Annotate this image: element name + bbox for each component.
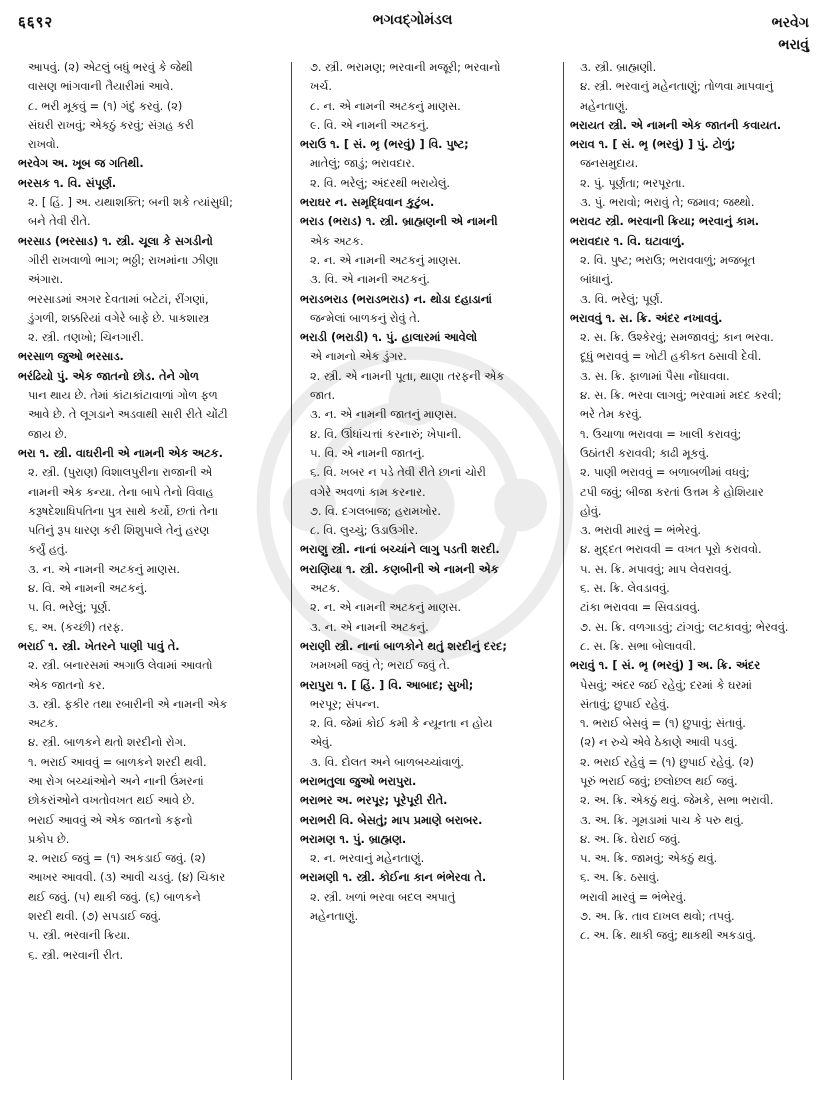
sense-line: ૭. સ્ત્રી. ભરામણ; ભરવાની મજૂરી; ભરવાનો <box>310 61 501 74</box>
sense-line: ૨. સ્ત્રી. ખળાં ભરવા બદલ અપાતું <box>310 890 456 904</box>
entry-headword-line: ભરાવદાર ૧. વિ. ઘટાવાળું. <box>570 234 685 248</box>
sense-line: ૮. અ. ક્રિ. થાકી જવું; થાકથી અકડાવું. <box>580 929 756 943</box>
entry-headword-line: ભરાણિયા ૧. સ્ત્રી. કણબીની એ નામની એક <box>300 562 499 576</box>
sense-line: ૩. સ્ત્રી. ફકીર તથા રબારીની એ નામની એક <box>28 697 228 711</box>
continuation-line: સંઘરી રાખવું; એકઠું કરવું; સંગ્રહ કરી <box>28 118 194 132</box>
sense-line: ૮. સ. ક્રિ. સભા બોલાવવી. <box>580 639 697 653</box>
sense-line: ૧. ભરાઈ બેસવું = (૧) છુપાવું; સંતાવું. <box>580 717 746 731</box>
continuation-line: થઈ જવું. (૫) થાકી જવું. (૬) બાળકને <box>28 890 201 904</box>
entry-headword-line: ભરાડભરાડ (ભરાડભરાડ) ન. થોડા દહાડાનાં <box>300 292 492 306</box>
continuation-line: આખર આવવી. (૩) આવી ચડવું. (૪) ચિકાર <box>28 871 226 885</box>
continuation-line: ભરે તેમ કરવું. <box>580 408 642 422</box>
continuation-line: અટક. <box>310 582 341 596</box>
entry-headword-line: ભરસક ૧. વિ. સંપૂર્ણ. <box>18 176 117 190</box>
sense-line: ૨. ન. ભરવાનું મહેનતાણું. <box>310 852 425 866</box>
column-3 <box>570 58 812 1086</box>
sense-line: ૩. સ્ત્રી. બ્રાહ્મણી. <box>580 61 657 74</box>
sense-line: ૬. અ. (કચ્છી) તરફ. <box>28 620 124 634</box>
entry-headword-line: ભરાભર અ. ભરપૂર; પૂરેપૂરી રીતે. <box>300 794 448 808</box>
sense-line: ૩. ન. એ નામની અટકનું. <box>310 620 429 634</box>
continuation-line: સંતાવું; છુપાઈ રહેવું. <box>580 697 670 711</box>
entry-headword-line: ભરાણી સ્ત્રી. નાનાં બાળકોને થતું શરદીનું દરદ; <box>300 639 507 653</box>
sense-line: ૧. ભરાઈ આવવું = બાળકને શરદી થવી. <box>28 755 207 769</box>
continuation-line: આવે છે. તે લૂગડાને અડવાથી સારી રીતે ચોંટી <box>28 408 228 422</box>
continuation-line: અટક. <box>28 717 59 731</box>
continuation-line: ભરપૂર; સંપન્ન. <box>310 697 380 711</box>
sense-line: ૨. પાણી ભરાવવું = બળાબળીમાં વધવું; <box>580 466 750 480</box>
column-1 <box>18 58 284 1086</box>
continuation-line: દૂધું ભરાવવું = ખોટી હકીકત ઠસાવી દેવી. <box>580 350 762 364</box>
sense-line: ૪. સ. ક્રિ. ભરવા લાગવું; ભરવામાં મદદ કરવી; <box>580 389 782 403</box>
continuation-line: પ્રકોપ છે. <box>28 832 70 846</box>
entry-headword-line: ભરાઉ ૧. [ સં. ભૃ (ભરવું) ] વિ. પુષ્ટ; <box>300 138 469 152</box>
continuation-line: ભરાવી મારવું = ભંભેરવું. <box>580 890 687 904</box>
entry-headword-line: ભરાવું ૧. [ સં. ભૃ (ભરવું) ] અ. ક્રિ. અંદર <box>570 659 761 673</box>
sense-line: ૭. અ. ક્રિ. તાવ દાખલ થવો; તપવું. <box>580 910 735 924</box>
continuation-line: હોવું. <box>580 504 602 518</box>
entry-headword-line: ભરાભરી વિ. બેસતું; માપ પ્રમાણે બરાબર. <box>300 813 483 827</box>
sense-line: ૨. [ હિં. ] અ. યથાશક્તિ; બની શકે ત્યાંસુધી; <box>28 196 233 210</box>
entry-headword-line: ભરામણ ૧. પું. બ્રાહ્મણ. <box>300 832 407 846</box>
continuation-line: કર્યું હતું. <box>28 543 68 557</box>
guide-word-last: ભરાવું <box>778 37 809 53</box>
continuation-line: એ નામનો એક ડુંગર. <box>310 350 407 364</box>
continuation-line: આ રોગ બચ્ચાંઓને અને નાની ઉંમરનાં <box>28 774 204 788</box>
continuation-line: પતિનું રૂપ ધારણ કરી શિશુપાલે તેનું હરણ <box>28 524 210 538</box>
sense-line: ૬. અ. ક્રિ. ઠસાવું. <box>580 871 660 885</box>
continuation-line: વગેરે અવળાં કામ કરનાર. <box>310 485 426 499</box>
continuation-line: (૨) ન રુચે એવે ઠેકાણે આવી પડવું. <box>580 736 738 750</box>
page-header <box>0 0 825 60</box>
continuation-line: વાસણ ભાંગવાની તૈયારીમાં આવે. <box>28 80 174 94</box>
continuation-line: પાન થાય છે. તેમાં કાંટાકાંટાવાળાં ગોળ ફળ <box>28 389 218 403</box>
entry-headword-line: ભરસાળ જુઓ ભરસાડ. <box>18 350 124 364</box>
continuation-line: એક અટક. <box>310 234 364 248</box>
continuation-line: ખમખમી જવું તે; ભરાઈ જવું તે. <box>310 659 450 673</box>
running-title: ભગવદ્ગોમંડલ <box>372 12 453 28</box>
continuation-line: ઉઠાંતરી કરાવવી; કાઢી મૂકવું. <box>580 446 710 460</box>
continuation-line: ખર્ચ. <box>310 80 332 94</box>
entry-headword-line: ભરાપુરા ૧. [ હિં. ] વિ. આબાદ; સુખી; <box>300 678 474 692</box>
sense-line: ૩. વિ. એ નામની અટકનું. <box>310 273 430 287</box>
sense-line: ૨. સ્ત્રી. તણખો; ચિનગારી. <box>28 331 144 345</box>
sense-line: ૫. વિ. એ નામની જાતનું. <box>310 446 425 460</box>
column-divider <box>563 62 564 1080</box>
continuation-line: બને તેવી રીતે. <box>28 215 91 229</box>
sense-line: ૩. પું. ભરાવો; ભરાવું તે; જમાવ; જથ્થો. <box>580 196 755 210</box>
sense-line: ૧. ઉચાળા ભરાવવા = ખાલી કરાવવું; <box>580 427 742 441</box>
column-divider <box>291 62 292 1080</box>
sense-line: ૮. ભરી મૂકવું = (૧) ગંદું કરવું. (૨) <box>28 99 183 113</box>
sense-line: ૨. ભરાઈ જવું = (૧) અકડાઈ જવું. (૨) <box>28 852 206 866</box>
continuation-line: નામની એક કન્યા. તેના બાપે તેનો વિવાહ <box>28 485 214 499</box>
sense-line: ૩. વિ. ભરેલું; પૂર્ણ. <box>580 292 664 306</box>
continuation-line: જન્મેલાં બાળકનું રોવું તે. <box>310 311 421 325</box>
entry-headword-line: ભરાઈ ૧. સ્ત્રી. ખેતરને પાણી પાવું તે. <box>18 639 180 653</box>
continuation-line: એક જાતનો કર. <box>28 678 106 692</box>
sense-line: ૬. સ. ક્રિ. લેવડાવવું. <box>580 582 670 596</box>
sense-line: ૫. સ્ત્રી. ભરવાની ક્રિયા. <box>28 929 131 943</box>
sense-line: ૯. વિ. એ નામની અટકનું. <box>310 118 430 132</box>
continuation-line: મહેનતાણું. <box>310 910 359 924</box>
sense-line: ૪. મુદ્દત ભરાવવી = વખત પૂરો કરાવવો. <box>580 543 762 557</box>
sense-line: ૨. અ. ક્રિ. એકઠું થવું. જેમકે, સભા ભરાવી. <box>580 794 774 808</box>
entry-headword-line: ભરાયત સ્ત્રી. એ નામની એક જાતની કવાયત. <box>570 118 782 132</box>
sense-line: ૩. વિ. દોલત અને બાળબચ્ચાંવાળું. <box>310 755 464 769</box>
sense-line: ૨. સ્ત્રી. એ નામની પૂતા, થાણા તરફની એક <box>310 369 505 383</box>
continuation-line: પૂરું ભરાઈ જવું; છલોછલ થઈ જવું. <box>580 774 738 788</box>
sense-line: ૩. ન. એ નામની અટકનું માણસ. <box>28 562 181 576</box>
continuation-line: જાય છે. <box>28 427 68 441</box>
sense-line: ૬. સ્ત્રી. ભરવાની રીત. <box>28 948 124 962</box>
entry-headword-line: ભરાવટ સ્ત્રી. ભરવાની ક્રિયા; ભરવાનું કામ. <box>570 215 760 229</box>
sense-line: ૩. ભરાવી મારવું = ભંભેરવું. <box>580 524 702 538</box>
entry-headword-line: ભરાભતુલા જુઓ ભરાપુરા. <box>300 774 417 788</box>
entry-headword-line: ભરામણી ૧. સ્ત્રી. કોઈના કાન ભંભેરવા તે. <box>300 871 487 885</box>
continuation-line: કરૂષદેશાધિપતિના પુત્ર સાથે કર્યો, છતાં તેના <box>28 504 218 518</box>
entry-headword-line: ભરાવવું ૧. સ. ક્રિ. અંદર નખાવવું. <box>570 311 723 325</box>
sense-line: ૪. વિ. ઊંધાંચત્તાં કરનારું; ખેપાની. <box>310 427 462 441</box>
sense-line: ૫. વિ. ભરેલું; પૂર્ણ. <box>28 601 111 615</box>
sense-line: ૨. સ. ક્રિ. ઉશ્કેરવું; સમજાવવું; કાન ભરવા. <box>580 331 774 345</box>
entry-headword-line: ભરસાડ (ભરસાડ) ૧. સ્ત્રી. ચૂલા કે સગડીનો <box>18 234 213 248</box>
continuation-line: ટાંકા ભરાવવા = સિવડાવવું. <box>580 601 701 615</box>
sense-line: ૭. સ. ક્રિ. વળગાડવું; ટાંગવું; લટકાવવું; ભેરવવું. <box>580 620 789 634</box>
sense-line: ૨. સ્ત્રી. (પુરાણ) વિશાલપુરીના રાજાની એ <box>28 466 213 480</box>
continuation-line: બાંધાનું. <box>580 273 614 287</box>
continuation-line: આપવું. (૨) એટલું બધું ભરવું કે જેથી <box>28 61 193 74</box>
continuation-line: શરદી થવી. (૭) સપડાઈ જવું. <box>28 910 162 924</box>
continuation-line: પેસવું; અંદર જઈ રહેવું; દરમાં કે ઘરમાં <box>580 678 752 692</box>
sense-line: ૨. વિ. ભરેલું; અંદરથી ભરાયેલું. <box>310 176 450 190</box>
guide-word-first: ભરવેગ <box>771 15 809 31</box>
sense-line: ભરસાડમાં અગર દેવતામાં બટેટાં, રીંગણાં, <box>28 292 209 306</box>
continuation-line: અંગારા. <box>28 273 64 287</box>
continuation-line: રાખવો. <box>28 138 60 152</box>
entry-headword-line: ભરાઘર ન. સમૃદ્ધિવાન કુટુંબ. <box>300 196 435 210</box>
entry-headword-line: ભરાવ ૧. [ સં. ભૃ (ભરવું) ] પું. ટોળું; <box>570 138 736 152</box>
sense-line: ૬. વિ. ખબર ન પડે તેવી રીતે છાનાં ચોરી <box>310 466 486 480</box>
entry-headword-line: ભરાડી (ભરાડી) ૧. પું. હાલારમાં આવેલો <box>300 331 478 345</box>
sense-line: ૫. સ. ક્રિ. મપાવવું; માપ લેવરાવવું. <box>580 562 732 576</box>
sense-line: ૩. અ. ક્રિ. ગૂમડામાં પાચ કે પરુ થવું. <box>580 813 744 827</box>
sense-line: ૨. સ્ત્રી. બનારસમાં અગાઉ લેવામાં આવતો <box>28 659 213 673</box>
entry-headword-line: ભરાણુ સ્ત્રી. નાનાં બચ્ચાંને લાગુ પડતી શરદી. <box>300 543 500 557</box>
page-number: ६६९२ <box>18 13 54 31</box>
entry-headword-line: ભરાડ (ભરાડ) ૧. સ્ત્રી. બ્રાહ્મણની એ નામની <box>300 215 498 229</box>
sense-line: ૮. વિ. લુચ્ચું; ઉડાઉગીર. <box>310 524 419 538</box>
column-2 <box>300 58 556 1086</box>
continuation-line: ડુંગળી, શક્કરિયાં વગેરે બાફે છે. પાકશાસ્ત્ર <box>28 311 210 325</box>
entry-headword-line: ભરંઢિયો પું. એક જાતનો છોડ. તેને ગોળ <box>18 369 199 383</box>
sense-line: ૨. વિ. જેમાં કોઈ કમી કે ન્યૂનતા ન હોય <box>310 717 493 731</box>
sense-line: ૭. વિ. દગલબાજ; હરામખોર. <box>310 504 441 518</box>
continuation-line: માતેલું; જાડું; ભરાવદાર. <box>310 157 415 171</box>
guide-words <box>772 12 809 56</box>
entry-headword-line: ભરા ૧. સ્ત્રી. વાઘરીની એ નામની એક અટક. <box>18 446 223 460</box>
sense-line: ૨. ભરાઈ રહેવું = (૧) છુપાઈ રહેવું. (૨) <box>580 755 754 769</box>
sense-line: ૮. ન. એ નામની અટકનું માણસ. <box>310 99 461 113</box>
sense-line: ૪. વિ. એ નામની અટકનું. <box>28 582 148 596</box>
entry-headword-line: ભરવેગ અ. ખૂબ જ ગતિથી. <box>18 157 144 171</box>
continuation-line: એવું. <box>310 736 333 750</box>
sense-line: ૪. સ્ત્રી. ભરવાનું મહેનતાણું; તોળવા માપવાનું <box>580 80 774 94</box>
sense-line: ૩. સ. ક્રિ. ફાળામાં પૈસા નોંધાવવા. <box>580 369 730 383</box>
continuation-line: ટપી જવું; બીજા કરતાં ઉત્તમ કે હોશિયાર <box>580 485 764 499</box>
continuation-line: છોકરાંઓને વખતોવખત થઈ આવે છે. <box>28 794 195 808</box>
sense-line: ૨. વિ. પુષ્ટ; ભરાઉ; ભરાવવાળું; મજબૂત <box>580 253 756 267</box>
continuation-line: ભરાઈ આવવું એ એક જાતનો કફનો <box>28 813 193 827</box>
continuation-line: જાત. <box>310 389 336 403</box>
continuation-line: જનસમુદાય. <box>580 157 639 171</box>
sense-line: ૪. સ્ત્રી. બાળકને થતો શરદીનો રોગ. <box>28 736 187 750</box>
sense-line: ૨. ન. એ નામની અટકનું માણસ. <box>310 601 462 615</box>
continuation-line: ગીરી રાખવાળો ભાગ; ભઠ્ઠી; રાખમાંના ઝીણા <box>28 253 219 267</box>
sense-line: ૨. ન. એ નામની અટકનું માણસ. <box>310 253 462 267</box>
sense-line: ૨. પું. પૂર્ણતા; ભરપૂરતા. <box>580 176 686 190</box>
continuation-line: મહેનતાણું. <box>580 99 629 113</box>
sense-line: ૫. અ. ક્રિ. જામવું; એકઠું થવું. <box>580 852 718 866</box>
sense-line: ૩. ન. એ નામની જાતનું માણસ. <box>310 408 458 422</box>
sense-line: ૪. અ. ક્રિ. ઘેરાઈ જવું. <box>580 832 681 846</box>
